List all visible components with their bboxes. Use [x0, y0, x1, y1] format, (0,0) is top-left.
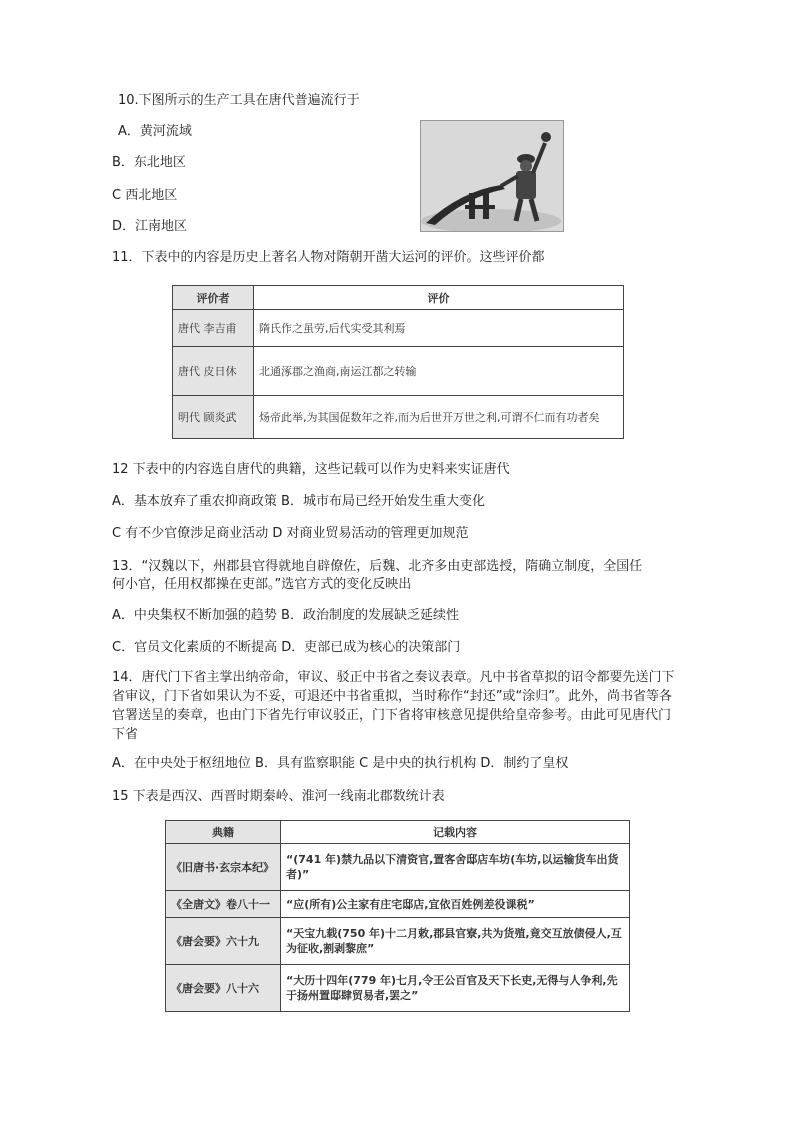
table-row: [173, 310, 624, 347]
table-cell: 北通涿郡之渔商,南运江都之转输: [254, 347, 624, 396]
q14-options: A．在中央处于枢纽地位 B．具有监察职能 C 是中央的执行机构 D．制约了皇权: [112, 756, 569, 771]
table-row: [166, 844, 630, 891]
table-cell: 唐代 皮日休: [173, 347, 254, 396]
table-header: 评价者: [173, 286, 254, 310]
q10-stem: 10.下图所示的生产工具在唐代普遍流行于: [118, 93, 360, 108]
table-cell: 明代 顾炎武: [173, 396, 254, 439]
table-cell: 隋氏作之虽劳,后代实受其利焉: [254, 310, 624, 347]
q10-option-c: C 西北地区: [112, 188, 178, 203]
table-cell: 《唐会要》八十六: [166, 965, 281, 1012]
table-row: [166, 891, 630, 918]
q15-stem: 15 下表是西汉、西晋时期秦岭、淮河一线南北郡数统计表: [112, 789, 445, 804]
table-cell: 《旧唐书·玄宗本纪》: [166, 844, 281, 891]
q10-option-b: B．东北地区: [112, 155, 186, 170]
q13-options-cd: C．官员文化素质的不断提高 D．吏部已成为核心的决策部门: [112, 640, 461, 655]
table-cell: 《唐会要》六十九: [166, 918, 281, 965]
q12-stem: 12 下表中的内容选自唐代的典籍，这些记载可以作为史料来实证唐代: [112, 462, 510, 477]
q12-options-cd: C 有不少官僚涉足商业活动 D 对商业贸易活动的管理更加规范: [112, 526, 469, 541]
table-row: [166, 918, 630, 965]
table-cell: “天宝九载(750 年)十二月敕,郡县官寮,共为货殖,竟交互放债侵人,互为征收,割剥黎庶”: [281, 918, 630, 965]
q11-evaluation-table: [172, 285, 624, 439]
table-header: 评价: [254, 286, 624, 310]
table-header: 记载内容: [281, 821, 630, 844]
q11-stem: 11．下表中的内容是历史上著名人物对隋朝开凿大运河的评价。这些评价都: [112, 250, 545, 265]
q15-records-table: [165, 820, 630, 1012]
q13-stem-line1: 13．“汉魏以下，州郡县官得就地自辟僚佐，后魏、北齐多由吏部选授，隋确立制度，全国任: [112, 559, 643, 574]
q13-options-ab: A．中央集权不断加强的趋势 B．政治制度的发展缺乏延续性: [112, 608, 459, 623]
table-row: [173, 347, 624, 396]
table-header: 典籍: [166, 821, 281, 844]
q12-options-ab: A．基本放弃了重农抑商政策 B．城市布局已经开始发生重大变化: [112, 494, 485, 509]
table-cell: “大历十四年(779 年)七月,令王公百官及天下长吏,无得与人争利,先于扬州置邸肆贸易者,罢之”: [281, 965, 630, 1012]
q10-option-d: D．江南地区: [112, 219, 188, 234]
q14-stem: 14．唐代门下省主掌出纳帝命，审议、驳正中书省之奏议表章。凡中书省草拟的诏令都要先送门下省审议，门下省如果认为不妥，可退还中书省重拟，当时称作“封还”或“涂归”。此外，尚书省等各官署送呈的奏章，也由门下省先行审议驳正，门下省将审核意见提供给皇帝参考。由此可见唐代门下省: [112, 670, 675, 742]
table-cell: 唐代 李吉甫: [173, 310, 254, 347]
table-cell: 《全唐文》卷八十一: [166, 891, 281, 918]
table-row: [166, 965, 630, 1012]
table-row: [173, 396, 624, 439]
plow-illustration: [420, 120, 564, 232]
table-cell: “应(所有)公主家有庄宅邸店,宜依百姓例差役课税”: [281, 891, 630, 918]
q10-option-a: A．黄河流域: [118, 124, 192, 139]
farmer-plow-image: [421, 121, 563, 231]
q13-stem-line2: 何小官，任用权都操在吏部。”选官方式的变化反映出: [112, 577, 412, 592]
table-cell: 炀帝此举,为其国促数年之祚,而为后世开万世之利,可谓不仁而有功者矣: [254, 396, 624, 439]
table-cell: “(741 年)禁九品以下清资官,置客舍邸店车坊(车坊,以运输货车出货者)”: [281, 844, 630, 891]
